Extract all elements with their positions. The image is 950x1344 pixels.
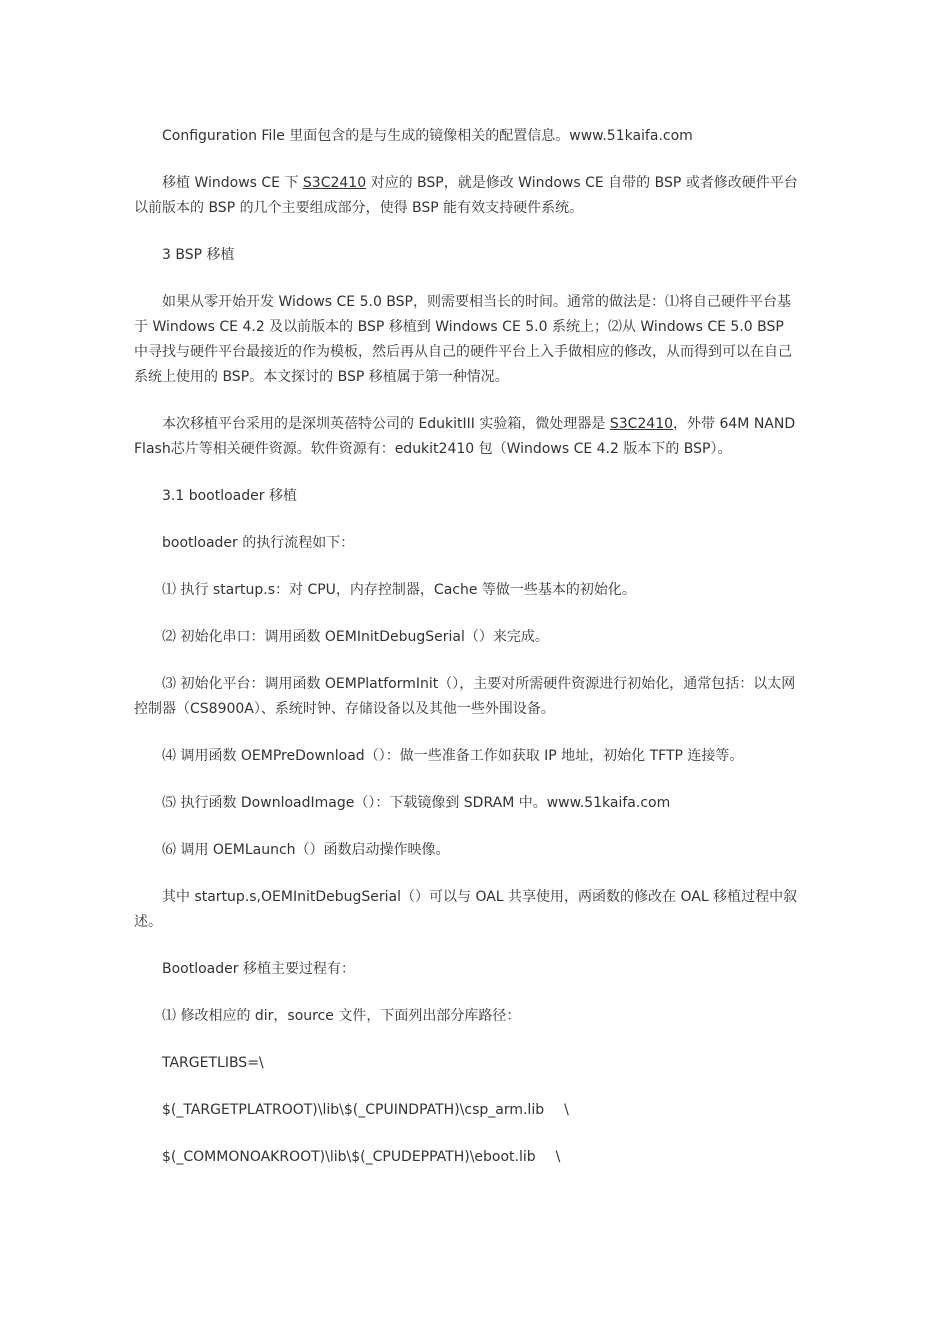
list-item-step-4: ⑷ 调用函数 OEMPreDownload（）：做一些准备工作如获取 IP 地址，初始化 TFTP 连接等。 xyxy=(162,748,744,764)
s3c2410-link[interactable]: S3C2410 xyxy=(302,175,367,191)
paragraph-text: 对应的 BSP，就是修改 Windows CE 自带的 BSP 或者修改硬件平台以前版本的 BSP 的几个主要组成部分，使得 BSP 能有效支持硬件系统。 xyxy=(134,175,798,216)
list-item-step-5: ⑸ 执行函数 DownloadImage（）：下载镜像到 SDRAM 中。www.51kaifa.com xyxy=(162,795,671,811)
code-line-csp-arm-lib xyxy=(134,1098,800,1123)
paragraph-text: ，外带 64M NAND Flash芯片等相关硬件资源。软件资源有：edukit2410 包（Windows CE 4.2 版本下的 BSP）。 xyxy=(134,416,796,457)
code-text: $(_TARGETPLATROOT)\lib\$(_CPUINDPATH)\csp_arm.lib xyxy=(162,1102,545,1118)
list-item-step-6: ⑹ 调用 OEMLaunch（）函数启动操作映像。 xyxy=(162,842,450,858)
code-line-targetlibs: TARGETLIBS=\ xyxy=(162,1055,264,1071)
paragraph-startup-note: 其中 startup.s,OEMInitDebugSerial（）可以与 OAL 共享使用，两函数的修改在 OAL 移植过程中叙述。 xyxy=(134,889,798,930)
code-line-eboot-lib xyxy=(134,1145,800,1170)
s3c2410-link[interactable]: S3C2410 xyxy=(609,416,674,432)
list-item-modify-dir: ⑴ 修改相应的 dir，source 文件，下面列出部分库路径： xyxy=(162,1008,521,1024)
list-item-step-3: ⑶ 初始化平台：调用函数 OEMPlatformInit（），主要对所需硬件资源进行初始化，通常包括：以太网控制器（CS8900A）、系统时钟、存储设备以及其他一些外围设备。 xyxy=(134,676,796,717)
paragraph-platform xyxy=(134,412,800,462)
paragraph-bsp-intro xyxy=(134,171,800,221)
list-item-step-2: ⑵ 初始化串口：调用函数 OEMInitDebugSerial（）来完成。 xyxy=(162,629,549,645)
paragraph-text: 本次移植平台采用的是深圳英蓓特公司的 EdukitIII 实验箱，微处理器是 xyxy=(162,416,610,432)
paragraph-bootloader-flow: bootloader 的执行流程如下： xyxy=(162,535,355,551)
paragraph-bootloader-process: Bootloader 移植主要过程有： xyxy=(162,961,355,977)
section-heading-bootloader: 3.1 bootloader 移植 xyxy=(162,488,297,504)
line-continuation: \ xyxy=(564,1102,569,1118)
code-text: $(_COMMONOAKROOT)\lib\$(_CPUDEPPATH)\eboot.lib xyxy=(162,1149,536,1165)
paragraph-bsp-approach: 如果从零开始开发 Widows CE 5.0 BSP，则需要相当长的时间。通常的做法是：⑴将自己硬件平台基于 Windows CE 4.2 及以前版本的 BSP 移植到 Windows CE 5.0 系统上；⑵从 Windows CE 5.0 BSP 中寻找与硬件平台最接近的作为模板，然后再从自己的硬件平台上入手做相应的修改，从而得到可以在自己系统上使用的 BSP。本文探讨的 BSP 移植属于第一种情况。 xyxy=(134,294,792,385)
paragraph-config-file: Configuration File 里面包含的是与生成的镜像相关的配置信息。www.51kaifa.com xyxy=(162,128,693,144)
section-heading-bsp-porting: 3 BSP 移植 xyxy=(162,247,235,263)
paragraph-text: 移植 Windows CE 下 xyxy=(162,175,303,191)
line-continuation: \ xyxy=(555,1149,561,1165)
document-body xyxy=(134,124,800,1192)
list-item-step-1: ⑴ 执行 startup.s：对 CPU，内存控制器，Cache 等做一些基本的初始化。 xyxy=(162,582,636,598)
